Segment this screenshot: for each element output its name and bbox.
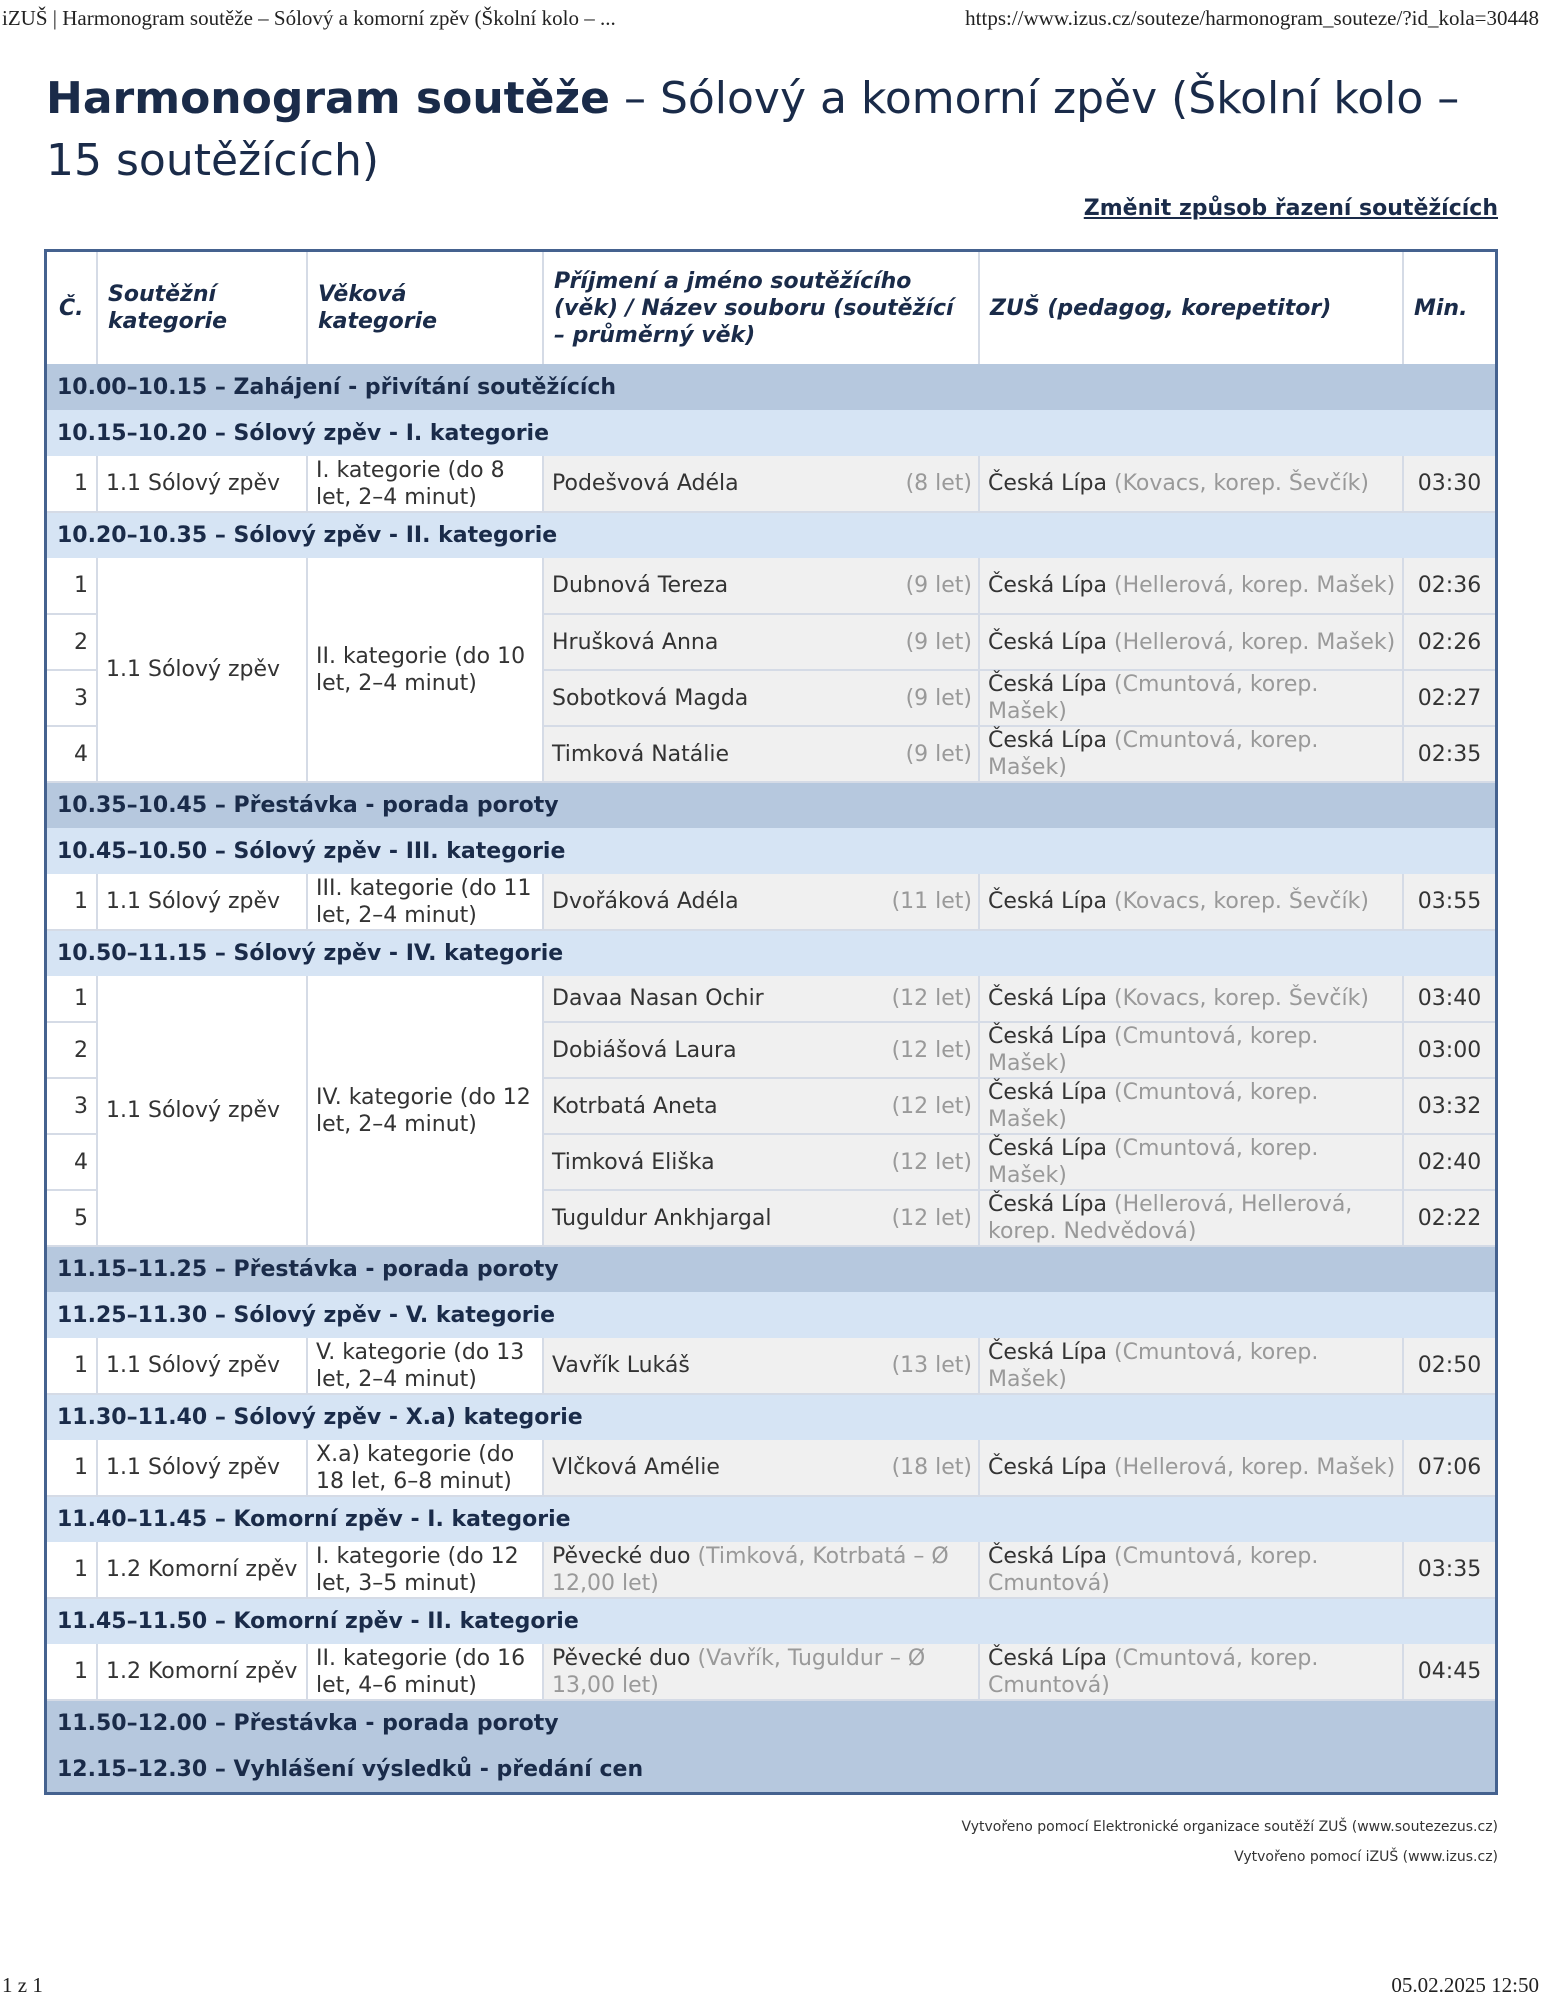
competition-category: 1.1 Sólový zpěv <box>97 874 307 930</box>
duration: 03:35 <box>1403 1542 1495 1598</box>
contestant-age: (9 let) <box>905 685 972 711</box>
duration: 02:40 <box>1403 1134 1495 1190</box>
row-number: 2 <box>47 614 97 670</box>
header-num: Č. <box>47 252 97 364</box>
contestant-cell <box>543 1022 979 1078</box>
slot-label: 11.25–11.30 – Sólový zpěv - V. kategorie <box>47 1292 1495 1338</box>
teacher-info: (Kovacs, korep. Ševčík) <box>1114 471 1369 496</box>
contestant-name: Dubnová Tereza <box>552 573 729 598</box>
slot-label: 10.20–10.35 – Sólový zpěv - II. kategorie <box>47 512 1495 558</box>
row-number: 1 <box>47 558 97 614</box>
row-number: 2 <box>47 1022 97 1078</box>
slot-row <box>47 1394 1495 1440</box>
contestant-name: Podešvová Adéla <box>552 471 739 496</box>
print-date: 05.02.2025 12:50 <box>1391 1973 1539 1997</box>
ensemble-name: Pěvecké duo <box>552 1543 691 1569</box>
teacher-info: (Kovacs, korep. Ševčík) <box>1114 889 1369 914</box>
duration: 03:55 <box>1403 874 1495 930</box>
school-name: Česká Lípa <box>988 1645 1108 1671</box>
contestant-age: (12 let) <box>891 1037 972 1063</box>
page-title-strong: Harmonogram soutěže <box>46 73 610 124</box>
contestant-cell <box>543 614 979 670</box>
table-row <box>47 1542 1495 1598</box>
contestant-age: (8 let) <box>905 471 972 496</box>
school-name: Česká Lípa <box>988 573 1108 598</box>
contestant-name: Sobotková Magda <box>552 685 749 711</box>
contestant-cell <box>543 1338 979 1394</box>
contestant-cell <box>543 456 979 512</box>
contestant-cell <box>543 874 979 930</box>
contestant-name: Dobiášová Laura <box>552 1037 737 1063</box>
slot-label: 12.15–12.30 – Vyhlášení výsledků - předání cen <box>47 1746 1495 1792</box>
duration: 02:27 <box>1403 670 1495 726</box>
age-category: IV. kategorie (do 12 let, 2–4 minut) <box>307 976 543 1246</box>
slot-label: 10.50–11.15 – Sólový zpěv - IV. kategorie <box>47 930 1495 976</box>
contestant-age: (12 let) <box>891 1093 972 1119</box>
teacher-info: (Kovacs, korep. Ševčík) <box>1114 986 1369 1011</box>
competition-category: 1.1 Sólový zpěv <box>97 1440 307 1496</box>
slot-row <box>47 1746 1495 1792</box>
contestant-cell <box>543 976 979 1022</box>
slot-row <box>47 1700 1495 1746</box>
teacher-info: (Cmuntová, korep. Cmuntová) <box>988 1645 1319 1698</box>
age-category: I. kategorie (do 12 let, 3–5 minut) <box>307 1542 543 1598</box>
slot-label: 11.45–11.50 – Komorní zpěv - II. kategorie <box>47 1598 1495 1644</box>
credits <box>962 1812 1499 1872</box>
school-cell <box>979 874 1403 930</box>
contestant-cell <box>543 1542 979 1598</box>
duration: 02:35 <box>1403 726 1495 782</box>
teacher-info: (Cmuntová, korep. Cmuntová) <box>988 1543 1319 1596</box>
row-number: 4 <box>47 1134 97 1190</box>
contestant-name: Dvořáková Adéla <box>552 889 739 914</box>
school-cell <box>979 558 1403 614</box>
row-number: 1 <box>47 1338 97 1394</box>
header-name: Příjmení a jméno soutěžícího (věk) / Název souboru (soutěžící – průměrný věk) <box>543 252 979 364</box>
page-title <box>46 68 1476 192</box>
credits-line-2: Vytvořeno pomocí iZUŠ (www.izus.cz) <box>1234 1849 1498 1865</box>
table-row <box>47 976 1495 1022</box>
print-page-number: 1 z 1 <box>2 1973 43 1997</box>
row-number: 1 <box>47 1542 97 1598</box>
slot-row <box>47 512 1495 558</box>
row-number: 4 <box>47 726 97 782</box>
school-cell <box>979 670 1403 726</box>
contestant-name: Hrušková Anna <box>552 629 719 655</box>
school-name: Česká Lípa <box>988 1136 1108 1161</box>
school-cell <box>979 1338 1403 1394</box>
table-row <box>47 1440 1495 1496</box>
print-footer <box>2 1968 1539 1998</box>
slot-row <box>47 1598 1495 1644</box>
teacher-info: (Cmuntová, korep. Mašek) <box>988 672 1319 724</box>
duration: 04:45 <box>1403 1644 1495 1700</box>
duration: 02:26 <box>1403 614 1495 670</box>
contestant-cell <box>543 1190 979 1246</box>
table-row <box>47 1338 1495 1394</box>
slot-label: 10.15–10.20 – Sólový zpěv - I. kategorie <box>47 410 1495 456</box>
contestant-age: (9 let) <box>905 741 972 767</box>
row-number: 1 <box>47 874 97 930</box>
slot-label: 11.15–11.25 – Přestávka - porada poroty <box>47 1246 1495 1292</box>
contestant-name: Davaa Nasan Ochir <box>552 986 764 1011</box>
header-age-category: Věková kategorie <box>307 252 543 364</box>
credits-line-1: Vytvořeno pomocí Elektronické organizace soutěží ZUŠ (www.soutezezus.cz) <box>961 1819 1498 1835</box>
contestant-name: Tuguldur Ankhjargal <box>552 1205 772 1231</box>
school-cell <box>979 614 1403 670</box>
contestant-cell <box>543 726 979 782</box>
print-page-title: iZUŠ | Harmonogram soutěže – Sólový a komorní zpěv (Školní kolo – ... <box>2 6 616 30</box>
page-title-rest: – Sólový a komorní zpěv (Školní kolo – 15 soutěžících) <box>46 73 1460 186</box>
schedule-table <box>44 249 1498 1795</box>
print-header <box>2 4 1539 34</box>
contestant-name: Timková Natálie <box>552 741 730 767</box>
school-cell <box>979 1644 1403 1700</box>
school-cell <box>979 1134 1403 1190</box>
competition-category: 1.1 Sólový zpěv <box>97 558 307 782</box>
teacher-info: (Cmuntová, korep. Mašek) <box>988 1339 1319 1392</box>
school-cell <box>979 976 1403 1022</box>
duration: 07:06 <box>1403 1440 1495 1496</box>
slot-row <box>47 930 1495 976</box>
school-name: Česká Lípa <box>988 1192 1108 1217</box>
school-cell <box>979 1078 1403 1134</box>
header-zus: ZUŠ (pedagog, korepetitor) <box>979 252 1403 364</box>
teacher-info: (Cmuntová, korep. Mašek) <box>988 1136 1319 1188</box>
ensemble-members: (Timková, Kotrbatá – Ø 12,00 let) <box>552 1543 949 1596</box>
contestant-cell <box>543 1134 979 1190</box>
row-number: 1 <box>47 456 97 512</box>
duration: 03:30 <box>1403 456 1495 512</box>
table-row <box>47 558 1495 614</box>
school-name: Česká Lípa <box>988 1339 1108 1365</box>
contestant-age: (12 let) <box>891 1149 972 1175</box>
age-category: I. kategorie (do 8 let, 2–4 minut) <box>307 456 543 512</box>
table-header-row <box>47 252 1495 364</box>
school-name: Česká Lípa <box>988 629 1108 655</box>
row-number: 3 <box>47 1078 97 1134</box>
school-cell <box>979 456 1403 512</box>
teacher-info: (Hellerová, korep. Mašek) <box>1114 573 1396 598</box>
row-number: 1 <box>47 1644 97 1700</box>
slot-row <box>47 1292 1495 1338</box>
contestant-cell <box>543 1644 979 1700</box>
slot-row <box>47 1496 1495 1542</box>
school-name: Česká Lípa <box>988 889 1108 914</box>
school-cell <box>979 726 1403 782</box>
ensemble-members: (Vavřík, Tuguldur – Ø 13,00 let) <box>552 1645 926 1698</box>
print-page-url: https://www.izus.cz/souteze/harmonogram_souteze/?id_kola=30448 <box>965 6 1539 30</box>
contestant-age: (9 let) <box>905 629 972 655</box>
age-category: X.a) kategorie (do 18 let, 6–8 minut) <box>307 1440 543 1496</box>
contestant-age: (13 let) <box>891 1353 972 1378</box>
school-name: Česká Lípa <box>988 728 1108 753</box>
row-number: 3 <box>47 670 97 726</box>
school-cell <box>979 1022 1403 1078</box>
competition-category: 1.1 Sólový zpěv <box>97 976 307 1246</box>
competition-category: 1.2 Komorní zpěv <box>97 1542 307 1598</box>
row-number: 1 <box>47 1440 97 1496</box>
header-category: Soutěžní kategorie <box>97 252 307 364</box>
school-name: Česká Lípa <box>988 1024 1108 1049</box>
contestant-age: (18 let) <box>891 1455 972 1480</box>
slot-label: 11.50–12.00 – Přestávka - porada poroty <box>47 1700 1495 1746</box>
competition-category: 1.1 Sólový zpěv <box>97 1338 307 1394</box>
school-name: Česká Lípa <box>988 471 1108 496</box>
school-name: Česká Lípa <box>988 672 1108 697</box>
slot-row <box>47 410 1495 456</box>
slot-row <box>47 782 1495 828</box>
contestant-name: Timková Eliška <box>552 1149 715 1175</box>
teacher-info: (Cmuntová, korep. Mašek) <box>988 1024 1319 1076</box>
duration: 03:32 <box>1403 1078 1495 1134</box>
school-name: Česká Lípa <box>988 1543 1108 1569</box>
contestant-cell <box>543 1078 979 1134</box>
duration: 02:22 <box>1403 1190 1495 1246</box>
table-row <box>47 874 1495 930</box>
slot-label: 11.30–11.40 – Sólový zpěv - X.a) kategorie <box>47 1394 1495 1440</box>
school-name: Česká Lípa <box>988 1455 1108 1480</box>
age-category: V. kategorie (do 13 let, 2–4 minut) <box>307 1338 543 1394</box>
school-name: Česká Lípa <box>988 1080 1108 1105</box>
contestant-cell <box>543 558 979 614</box>
age-category: II. kategorie (do 16 let, 4–6 minut) <box>307 1644 543 1700</box>
duration: 02:36 <box>1403 558 1495 614</box>
contestant-name: Vlčková Amélie <box>552 1455 720 1480</box>
table-row <box>47 1644 1495 1700</box>
teacher-info: (Cmuntová, korep. Mašek) <box>988 1080 1319 1132</box>
slot-label: 10.00–10.15 – Zahájení - přivítání soutěžících <box>47 364 1495 410</box>
age-category: III. kategorie (do 11 let, 2–4 minut) <box>307 874 543 930</box>
row-number: 1 <box>47 976 97 1022</box>
contestant-name: Vavřík Lukáš <box>552 1353 690 1378</box>
header-min: Min. <box>1414 295 1468 321</box>
table-row <box>47 456 1495 512</box>
slot-label: 11.40–11.45 – Komorní zpěv - I. kategorie <box>47 1496 1495 1542</box>
change-sort-link[interactable]: Změnit způsob řazení soutěžících <box>1083 196 1498 221</box>
school-cell <box>979 1440 1403 1496</box>
contestant-age: (9 let) <box>905 573 972 598</box>
contestant-age: (12 let) <box>891 986 972 1011</box>
competition-category: 1.1 Sólový zpěv <box>97 456 307 512</box>
school-cell <box>979 1190 1403 1246</box>
slot-row <box>47 1246 1495 1292</box>
competition-category: 1.2 Komorní zpěv <box>97 1644 307 1700</box>
contestant-name: Kotrbatá Aneta <box>552 1093 718 1119</box>
slot-row <box>47 828 1495 874</box>
duration: 03:40 <box>1403 976 1495 1022</box>
row-number: 5 <box>47 1190 97 1246</box>
teacher-info: (Cmuntová, korep. Mašek) <box>988 728 1319 780</box>
duration: 02:50 <box>1403 1338 1495 1394</box>
teacher-info: (Hellerová, Hellerová, korep. Nedvědová) <box>988 1192 1353 1244</box>
duration: 03:00 <box>1403 1022 1495 1078</box>
slot-row <box>47 364 1495 410</box>
school-name: Česká Lípa <box>988 986 1108 1011</box>
school-cell <box>979 1542 1403 1598</box>
teacher-info: (Hellerová, korep. Mašek) <box>1114 1455 1396 1480</box>
ensemble-name: Pěvecké duo <box>552 1645 691 1671</box>
age-category: II. kategorie (do 10 let, 2–4 minut) <box>307 558 543 782</box>
contestant-cell <box>543 670 979 726</box>
slot-label: 10.35–10.45 – Přestávka - porada poroty <box>47 782 1495 828</box>
teacher-info: (Hellerová, korep. Mašek) <box>1114 629 1396 655</box>
slot-label: 10.45–10.50 – Sólový zpěv - III. kategorie <box>47 828 1495 874</box>
contestant-age: (12 let) <box>891 1205 972 1231</box>
contestant-cell <box>543 1440 979 1496</box>
contestant-age: (11 let) <box>891 889 972 914</box>
